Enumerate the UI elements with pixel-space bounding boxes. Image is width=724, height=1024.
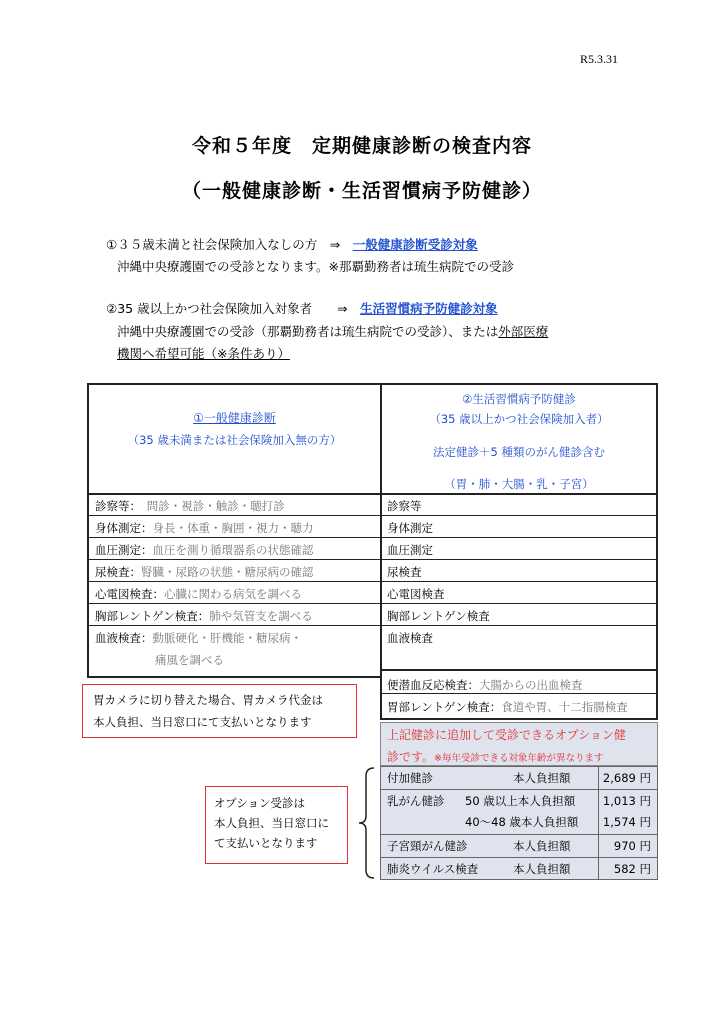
left-header-title: ①一般健康診断 xyxy=(193,411,276,425)
document-date: R5.3.31 xyxy=(580,52,619,66)
left-row-xray: 胸部レントゲン検査：肺や気管支を調べる xyxy=(95,609,313,623)
right-row-fecal: 便潜血反応検査：大腸からの出血検査 xyxy=(387,678,583,692)
left-row-exam: 診察等： 問診・視診・触診・聴打診 xyxy=(95,499,285,513)
right-row-ecg: 心電図検査 xyxy=(387,587,445,601)
right-row-stomach: 胃部レントゲン検査：食道や胃、十二指腸検査 xyxy=(387,700,628,714)
right-header-line4: （胃・肺・大腸・乳・子宮） xyxy=(444,477,594,491)
right-row-exam: 診察等 xyxy=(387,499,422,513)
left-row-body: 身体測定：身長・体重・胸囲・視力・聴力 xyxy=(95,521,314,535)
item2-target: 生活習慣病予防健診対象 xyxy=(360,301,498,316)
right-row-blood: 血液検査 xyxy=(387,631,433,645)
option-row: 40～48 歳本人負担額 1,574 円 xyxy=(465,815,651,829)
option-row: 子宮頸がん健診 本人負担額 970 円 xyxy=(381,834,657,855)
left-row-ecg: 心電図検査：心臓に関わる病気を調べる xyxy=(95,587,302,601)
page-subtitle: （一般健康診断・生活習慣病予防健診） xyxy=(181,180,542,202)
item2-prefix: ②35 歳以上かつ社会保険加入対象者 ⇒ xyxy=(106,301,361,316)
right-header-line3: 法定健診＋5 種類のがん健診含む xyxy=(433,445,605,459)
right-row-urine: 尿検査 xyxy=(387,565,422,579)
option-row: 乳がん健診 50 歳以上本人負担額 1,013 円 xyxy=(381,789,657,810)
item2-note xyxy=(117,322,548,340)
right-header-title: ②生活習慣病予防健診 xyxy=(462,392,576,406)
left-row-urine: 尿検査：腎臓・尿路の状態・糖尿病の確認 xyxy=(95,565,314,579)
stomach-camera-note: 胃カメラに切り替えた場合、胃カメラ代金は 本人負担、当日窓口にて支払いとなります xyxy=(82,684,357,738)
bracket-icon xyxy=(356,766,380,880)
page-title: 令和５年度 定期健康診断の検査内容 xyxy=(191,135,532,157)
left-row-bp: 血圧測定：血圧を測り循環器系の状態確認 xyxy=(95,543,314,557)
right-row-body: 身体測定 xyxy=(387,521,433,535)
item2-line xyxy=(106,299,498,317)
right-header-sub: （35 歳以上かつ社会保険加入者） xyxy=(429,412,609,426)
left-row-blood: 血液検査：動脈硬化・肝機能・糖尿病・ xyxy=(95,631,302,645)
option-note: オプション受診は 本人負担、当日窓口に て支払いとなります xyxy=(205,786,348,864)
item1-line xyxy=(106,235,478,253)
option-table xyxy=(380,766,658,880)
left-header-sub: （35 歳未満または社会保険加入無の方） xyxy=(127,433,342,447)
item1-prefix: ①３５歳未満と社会保険加入なしの方 ⇒ xyxy=(106,237,353,252)
item2-note-b: 外部医療 xyxy=(498,324,549,339)
item1-target: 一般健康診断受診対象 xyxy=(352,237,478,252)
left-row-blood-cont: 痛風を調べる xyxy=(155,653,224,667)
item2-note-c: 機関へ希望可能（※条件あり） xyxy=(117,346,290,361)
item1-note: 沖縄中央療護園での受診となります。※那覇勤務者は琉生病院での受診 xyxy=(117,259,514,274)
option-header: 上記健診に追加して受診できるオプション健 診です。※毎年受診できる対象年齢が異なります xyxy=(380,722,658,766)
option-row: 付加健診 本人負担額 2,689 円 xyxy=(387,771,651,785)
option-row: 肺炎ウイルス検査 本人負担額 582 円 xyxy=(381,857,657,878)
right-row-bp: 血圧測定 xyxy=(387,543,433,557)
right-row-xray: 胸部レントゲン検査 xyxy=(387,609,490,623)
exam-table xyxy=(87,383,658,720)
header-line xyxy=(89,493,656,495)
item2-note-a: 沖縄中央療護園での受診（那覇勤務者は琉生病院での受診）、または xyxy=(117,324,499,339)
